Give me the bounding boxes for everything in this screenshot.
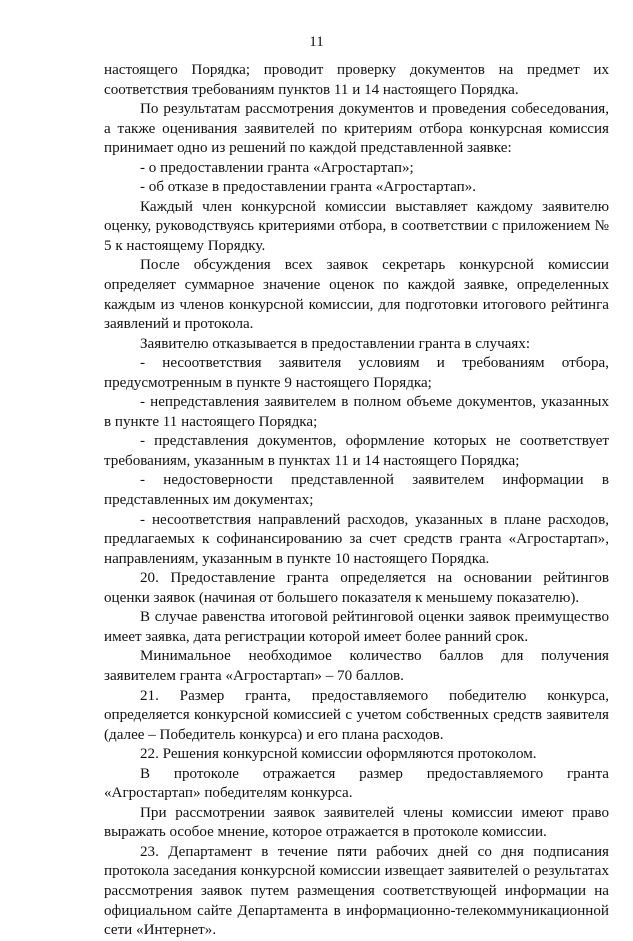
refusal-case-expense-directions: - несоответствия направлений расходов, указанных в плане расходов, предлагаемых к софинансированию за счет средств гранта «Агростартап», направлениям, указанным в пункте 10 настоящего Порядка. [104, 511, 609, 567]
paragraph-22-protocol: 22. Решения конкурсной комиссии оформляются протоколом. [140, 746, 537, 763]
paragraph-member-scoring: Каждый член конкурсной комиссии выставляет каждому заявителю оценку, руководствуясь критериями отбора, в соответствии с приложением № 5 к настоящему Порядку. [104, 198, 609, 254]
paragraph-23-notification: 23. Департамент в течение пяти рабочих дней со дня подписания протокола заседания конкурсной комиссии извещает заявителей о результатах рассмотрения заявок путем размещения соответствующей информации на официальном сайте Департамента в информационно-телекоммуникационной сети «Интернет». [104, 843, 609, 939]
refusal-case-document-format: - представления документов, оформление которых не соответствует требованиям, указанным в пунктах 11 и 14 настоящего Порядка; [104, 433, 609, 469]
page-number: 11 [309, 34, 324, 50]
refusal-case-missing-documents: - непредставления заявителем в полном объеме документов, указанных в пункте 11 настоящего Порядка; [104, 394, 609, 430]
decision-option-refusal: - об отказе в предоставлении гранта «Агростартап». [140, 179, 477, 196]
paragraph-protocol-grant-amount: В протоколе отражается размер предоставляемого гранта «Агростартап» победителям конкурса. [104, 765, 609, 802]
decision-option-grant: - о предоставлении гранта «Агростартап»; [140, 159, 414, 176]
refusal-case-nonconformity: - несоответствия заявителя условиям и требованиям отбора, предусмотренным в пункте 9 настоящего Порядка; [104, 355, 609, 391]
paragraph-secretary-rating: После обсуждения всех заявок секретарь конкурсной комиссии определяет суммарное значение оценок по каждой заявке, определенных каждым из членов конкурсной комиссии, для подготовки итогового рейтинга заявлений и протокола. [104, 257, 609, 333]
paragraph-minimum-score: Минимальное необходимое количество баллов для получения заявителем гранта «Агростартап» – 70 баллов. [104, 648, 609, 684]
refusal-case-unreliable-info: - недостоверности представленной заявителем информации в представленных им документах; [104, 472, 609, 509]
paragraph-21-grant-size: 21. Размер гранта, предоставляемого победителю конкурса, определяется конкурсной комиссией с учетом собственных средств заявителя (далее – Победитель конкурса) и его плана расходов. [104, 687, 609, 743]
paragraph-equal-rating: В случае равенства итоговой рейтинговой оценки заявок преимущество имеет заявка, дата регистрации которой имеет более ранний срок. [104, 609, 609, 645]
document-body [104, 61, 609, 941]
paragraph-commission-decision: По результатам рассмотрения документов и проведения собеседования, а также оценивания заявителей по критериям отбора конкурсная комиссия принимает одно из решений по каждой представленной заявке: [104, 101, 609, 157]
paragraph-20-rating: 20. Предоставление гранта определяется на основании рейтингов оценки заявок (начиная от большего показателя к меньшему показателю). [104, 570, 609, 606]
paragraph-special-opinion: При рассмотрении заявок заявителей члены комиссии имеют право выражать особое мнение, которое отражается в протоколе комиссии. [104, 804, 609, 841]
paragraph-refusal-cases: Заявителю отказывается в предоставлении гранта в случаях: [140, 335, 531, 352]
paragraph-continuation: настоящего Порядка; проводит проверку документов на предмет их соответствия требованиям пунктов 11 и 14 настоящего Порядка. [104, 62, 609, 98]
